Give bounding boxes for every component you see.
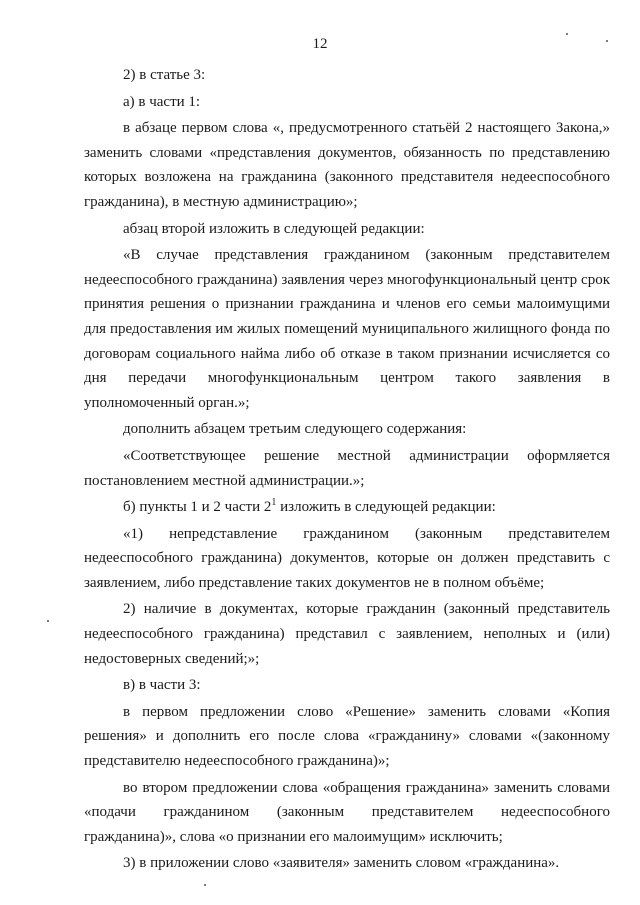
paragraph-second-sentence: во втором предложении слова «обращения гражданина» заменить словами «подачи гражданином (законным представителем недееспособного гражданина)», слова «о признании его малоимущим» исключить; [84, 779, 610, 845]
paragraph-point-1: «1) непредставление гражданином (законным представителем недееспособного гражданина) документов, которые он должен представить с заявлением, либо представление таких документов не в полном объёме; [84, 525, 610, 591]
paragraph-second-abzac-intro: абзац второй изложить в следующей редакции: [123, 220, 425, 237]
paragraph-third-abzac-intro: дополнить абзацем третьим следующего содержания: [123, 421, 467, 438]
paragraph-part-1: а) в части 1: [123, 93, 201, 110]
document-body [84, 63, 610, 878]
scan-speck [606, 40, 608, 42]
paragraph-appendix: 3) в приложении слово «заявителя» заменить словом «гражданина». [123, 855, 560, 872]
paragraph-points-1-2 [84, 495, 610, 520]
scan-speck [566, 33, 568, 35]
paragraph-b-text: б) пункты 1 и 2 части 2 [123, 499, 272, 516]
paragraph-b-tail: изложить в следующей редакции: [276, 499, 496, 516]
paragraph-first-sentence: в первом предложении слово «Решение» заменить словами «Копия решения» и дополнить его после слова «гражданину» словами «(законному представителю недееспособного гражданина)»; [84, 703, 610, 770]
paragraph-point-2: 2) наличие в документах, которые гражданин (законный представитель недееспособного гражданина) представил с заявлением, неполных и (или) недостоверных сведений;»; [84, 601, 610, 667]
scan-speck [204, 884, 206, 886]
paragraph-mfc-quote: «В случае представления гражданином (законным представителем недееспособного гражданина) заявления через многофункциональный центр срок принятия решения о признании гражданина и членов его семьи малоимущими для предоставления им жилых помещений муниципального жилищного фонда по договорам социального найма либо об отказе в таком признании исчисляется со дня передачи многофункциональным центром такого заявления в уполномоченный орган.»; [84, 247, 610, 411]
superscript-index: 1 [271, 497, 277, 509]
scan-speck [47, 620, 49, 622]
paragraph-decision-quote: «Соответствующее решение местной администрации оформляется постановлением местной администрации.»; [84, 447, 610, 489]
paragraph-part-3: в) в части 3: [123, 677, 201, 694]
page-number: 12 [312, 36, 328, 52]
paragraph-first-abzac: в абзаце первом слова «, предусмотренного статьёй 2 настоящего Закона,» заменить словами «представления документов, обязанность по представлению которых возложена на гражданина (законного представителя недееспособного гражданина), в местную администрацию»; [84, 120, 610, 210]
paragraph-article-3: 2) в статье 3: [123, 67, 206, 83]
